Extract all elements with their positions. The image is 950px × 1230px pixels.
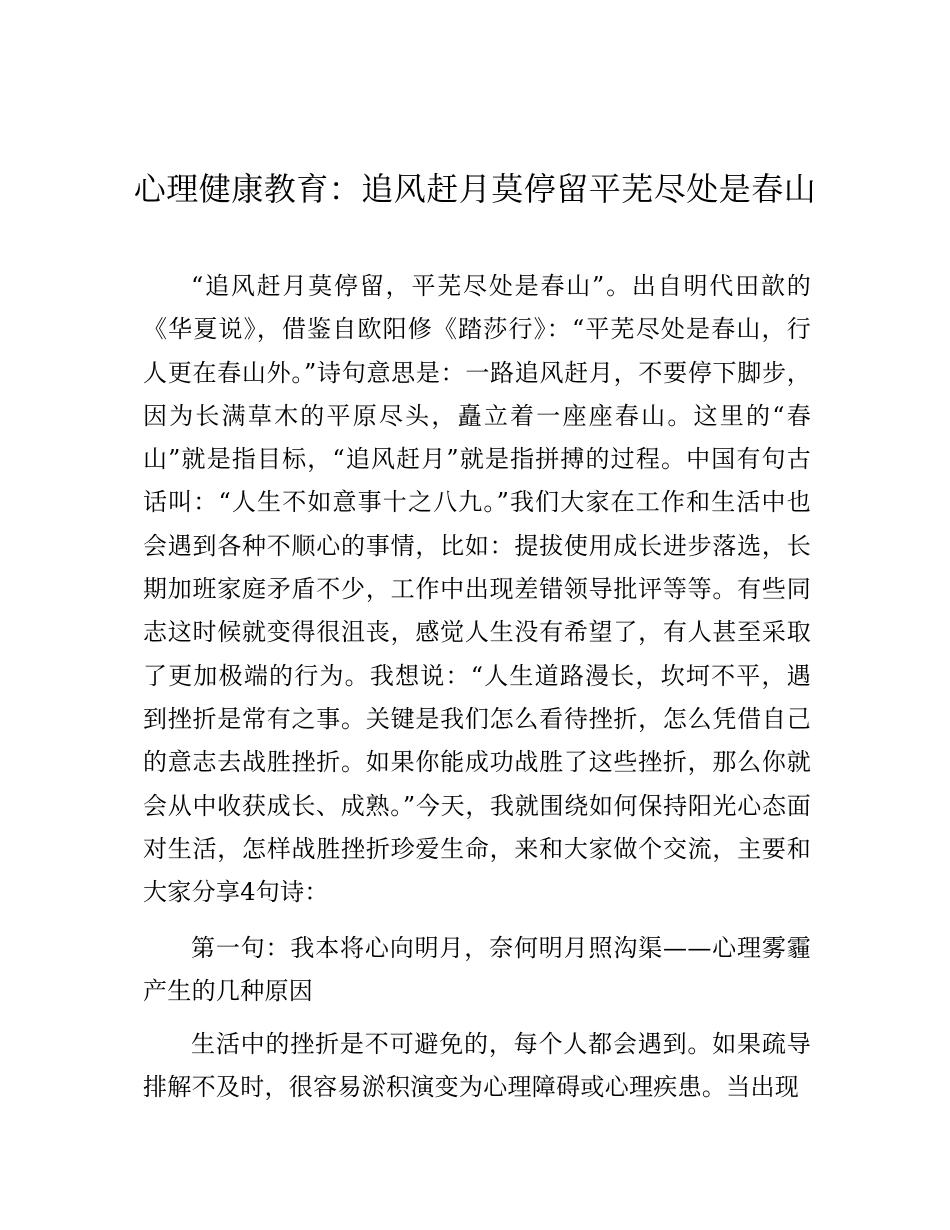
intro-paragraph: “追风赶月莫停留，平芜尽处是春山”。出自明代田歆的《华夏说》，借鉴自欧阳修《踏莎行》：“平芜尽处是春山，行人更在春山外。”诗句意思是：一路追风赶月，不要停下脚步，因为长满草木的平原尽头，矗立着一座座春山。这里的“春山”就是指目标，“追风赶月”就是指拼搏的过程。中国有句古话叫：“人生不如意事十之八九。”我们大家在工作和生活中也会遇到各种不顺心的事情，比如：提拔使用成长进步落选，长期加班家庭矛盾不少，工作中出现差错领导批评等等。有些同志这时候就变得很沮丧，感觉人生没有希望了，有人甚至采取了更加极端的行为。我想说：“人生道路漫长，坎坷不平，遇到挫折是常有之事。关键是我们怎么看待挫折，怎么凭借自己的意志去战胜挫折。如果你能成功战胜了这些挫折，那么你就会从中收获成长、成熟。”今天，我就围绕如何保持阳光心态面对生活，怎样战胜挫折珍爱生命，来和大家做个交流，主要和大家分享4句诗：: [143, 272, 811, 907]
section-heading-first-verse: 第一句：我本将心向明月，奈何明月照沟渠——心理雾霾产生的几种原因: [143, 934, 811, 1006]
body-paragraph: 生活中的挫折是不可避免的，每个人都会遇到。如果疏导排解不及时，很容易淤积演变为心理障碍或心理疾患。当出现: [143, 1030, 811, 1102]
document-title: 心理健康教育：追风赶月莫停留平芜尽处是春山: [133, 170, 817, 208]
